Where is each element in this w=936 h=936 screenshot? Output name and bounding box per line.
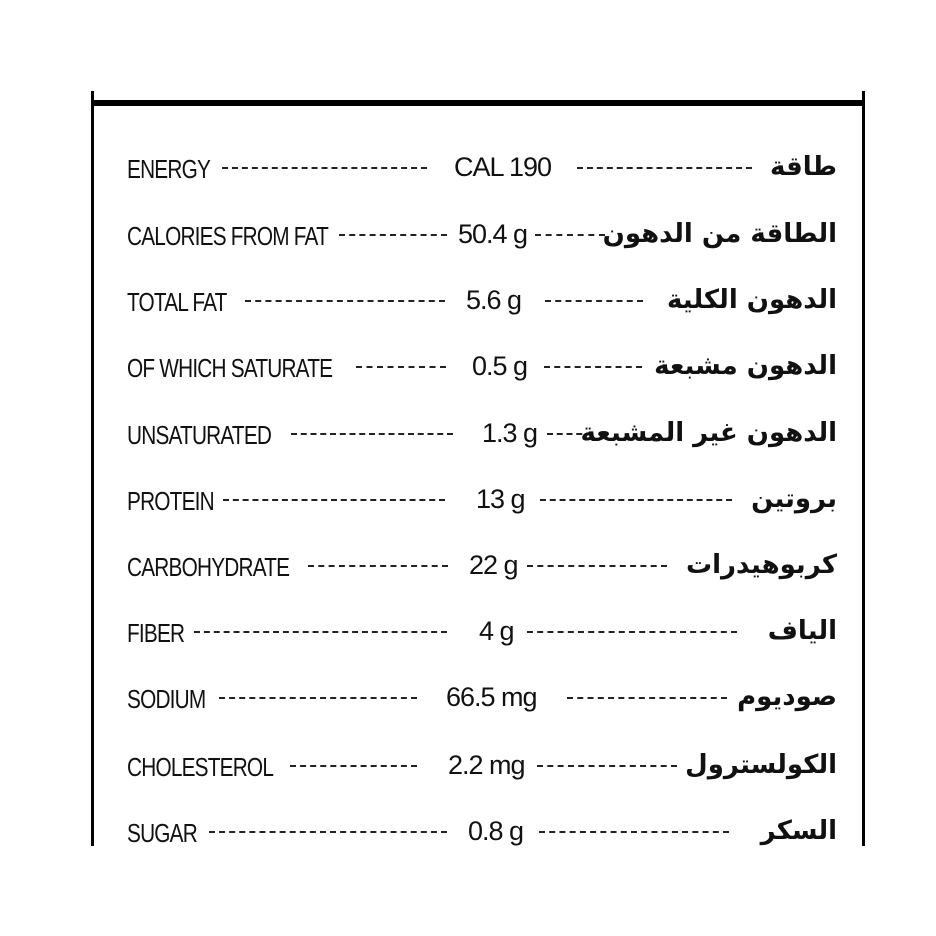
top-divider (91, 100, 865, 106)
row-label-en: CALORIES FROM FAT (127, 221, 328, 251)
leader-dashes (567, 697, 727, 699)
leader-dashes (245, 300, 445, 302)
row-label-ar: الطاقة من الدهون (602, 219, 837, 249)
row-label-en: CHOLESTEROL (127, 752, 274, 782)
leader-dashes (223, 499, 445, 501)
row-label-ar: الدهون غير المشبعة (580, 418, 837, 448)
row-value: 50.4 g (458, 219, 528, 249)
row-label-en: OF WHICH SATURATE (127, 353, 333, 383)
row-label-en: FIBER (127, 618, 185, 648)
leader-dashes (290, 765, 417, 767)
row-label-en: ENERGY (127, 154, 211, 184)
nutrition-row-energy (127, 150, 837, 190)
row-value: 66.5 mg (446, 682, 537, 712)
row-value: 22 g (469, 550, 518, 580)
nutrition-row-calories-from-fat (127, 217, 837, 257)
leader-dashes (222, 167, 427, 169)
row-value: 13 g (476, 484, 525, 514)
row-label-ar: صوديوم (737, 682, 837, 712)
leader-dashes (219, 697, 417, 699)
row-label-ar: الكولسترول (685, 750, 837, 780)
leader-dashes (537, 765, 677, 767)
nutrition-row-sugar (127, 814, 837, 846)
row-label-en: SODIUM (127, 684, 206, 714)
row-label-ar: كربوهيدرات (685, 550, 837, 580)
nutrition-row-total-fat (127, 283, 837, 323)
row-label-ar: الدهون الكلية (666, 285, 837, 315)
row-label-ar: السكر (760, 816, 837, 846)
row-value: 5.6 g (466, 285, 522, 315)
leader-dashes (544, 366, 642, 368)
nutrition-row-protein (127, 482, 837, 522)
leader-dashes (545, 300, 643, 302)
row-label-en: SUGAR (127, 818, 197, 846)
row-value: 2.2 mg (448, 750, 525, 780)
row-value: 0.5 g (472, 351, 528, 381)
leader-dashes (291, 433, 453, 435)
leader-dashes (356, 366, 446, 368)
row-label-ar: طاقة (769, 152, 837, 182)
row-label-ar: الدهون مشبعة (654, 351, 837, 381)
row-label-en: TOTAL FAT (127, 287, 227, 317)
label-frame (91, 91, 865, 846)
leader-dashes (527, 631, 737, 633)
leader-dashes (194, 631, 447, 633)
row-value: 4 g (479, 616, 514, 646)
row-value: 0.8 g (468, 816, 524, 846)
leader-dashes (577, 167, 752, 169)
nutrition-row-saturate (127, 349, 837, 389)
row-label-en: CARBOHYDRATE (127, 552, 290, 582)
nutrition-row-unsaturated (127, 416, 837, 456)
leader-dashes (209, 831, 447, 833)
row-label-en: UNSATURATED (127, 420, 272, 450)
row-value: CAL 190 (454, 152, 552, 182)
row-value: 1.3 g (482, 418, 538, 448)
nutrition-row-cholesterol (127, 748, 837, 788)
leader-dashes (540, 499, 732, 501)
leader-dashes (535, 234, 605, 236)
leader-dashes (539, 831, 729, 833)
row-label-ar: الياف (767, 616, 837, 646)
leader-dashes (527, 565, 667, 567)
nutrition-row-fiber (127, 614, 837, 654)
nutrition-row-sodium (127, 680, 837, 720)
nutrition-row-carbohydrate (127, 548, 837, 588)
row-label-en: PROTEIN (127, 486, 214, 516)
leader-dashes (308, 565, 448, 567)
leader-dashes (339, 234, 447, 236)
row-label-ar: بروتين (751, 484, 837, 514)
